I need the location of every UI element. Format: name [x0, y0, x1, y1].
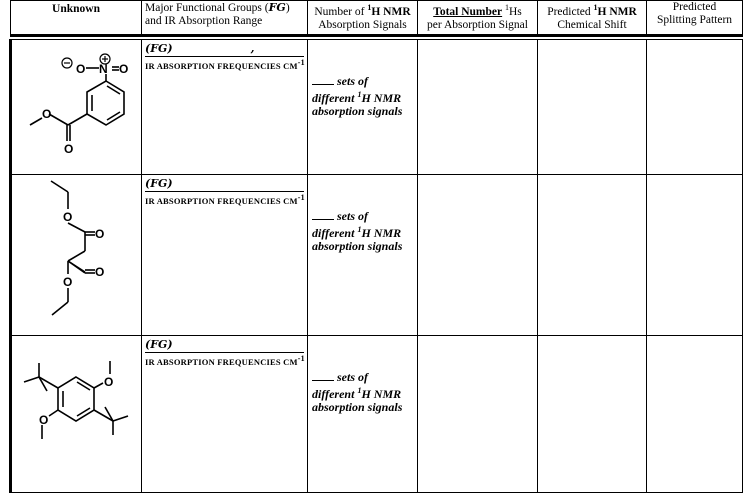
ir-frequency-label: IR ABSORPTION FREQUENCIES $CM^{-1}$	[145, 58, 305, 71]
svg-text:O: O	[64, 142, 74, 156]
total-hs-cell[interactable]	[418, 175, 538, 336]
molecule-drawing	[12, 336, 140, 492]
chemical-shift-cell[interactable]	[538, 336, 647, 493]
fg-label: (FG)	[145, 42, 173, 55]
structure-di-tert-butyl-dimethoxybenzene	[11, 336, 142, 493]
answer-blank[interactable]	[312, 74, 334, 85]
svg-text:O: O	[76, 62, 86, 76]
nmr-signals-cell[interactable]: sets of different $^1$H NMR absorption signals	[308, 175, 418, 336]
svg-text:O: O	[104, 375, 114, 389]
header-splitting-pattern: Predicted Splitting Pattern	[647, 1, 743, 36]
svg-text:O: O	[95, 227, 105, 241]
structure-methyl-nitrobenzoate	[11, 40, 142, 175]
header-unknown: Unknown	[11, 1, 142, 36]
molecule-drawing	[12, 40, 140, 174]
total-hs-cell[interactable]	[418, 336, 538, 493]
nmr-worksheet-table	[9, 0, 743, 493]
chemical-shift-cell[interactable]	[538, 40, 647, 175]
svg-text:N: N	[99, 62, 108, 76]
header-nmr-signals: Number of $^1$H NMR Absorption Signals	[308, 1, 418, 36]
total-hs-cell[interactable]	[418, 40, 538, 175]
header-total-hs: Total Number $^1$Hs per Absorption Signal	[418, 1, 538, 36]
svg-text:O: O	[39, 413, 49, 427]
header-row	[11, 1, 743, 36]
ir-frequency-label: IR ABSORPTION FREQUENCIES $CM^{-1}$	[145, 354, 305, 367]
molecule-drawing	[12, 175, 140, 335]
header-functional-groups: Major Functional Groups (FG) and IR Absorption Range	[142, 1, 308, 36]
header-chemical-shift: Predicted $^1$H NMR Chemical Shift	[538, 1, 647, 36]
splitting-pattern-cell[interactable]	[647, 336, 743, 493]
splitting-pattern-cell[interactable]	[647, 175, 743, 336]
table-row	[11, 336, 743, 493]
worksheet	[9, 0, 741, 496]
fg-ir-cell[interactable]: (FG) , IR ABSORPTION FREQUENCIES $CM^{-1}$	[142, 40, 308, 175]
svg-text:O: O	[119, 62, 129, 76]
answer-blank[interactable]	[312, 370, 334, 381]
ir-frequency-label: IR ABSORPTION FREQUENCIES $CM^{-1}$	[145, 193, 305, 206]
fg-label: (FG)	[145, 177, 173, 190]
answer-blank[interactable]	[312, 209, 334, 220]
table-row	[11, 40, 743, 175]
fg-label: (FG)	[145, 338, 173, 351]
fg-ir-cell[interactable]	[142, 336, 308, 493]
table-row	[11, 175, 743, 336]
fg-ir-cell[interactable]	[142, 175, 308, 336]
structure-diethyl-malonate	[11, 175, 142, 336]
svg-text:O: O	[63, 210, 73, 224]
nmr-signals-cell[interactable]: sets of different $^1$H NMR absorption signals	[308, 336, 418, 493]
nmr-signals-cell[interactable]: sets of different $^1$H NMR absorption signals	[308, 40, 418, 175]
svg-text:O: O	[63, 275, 73, 289]
splitting-pattern-cell[interactable]	[647, 40, 743, 175]
svg-text:O: O	[42, 107, 52, 121]
svg-text:O: O	[95, 265, 105, 279]
chemical-shift-cell[interactable]	[538, 175, 647, 336]
